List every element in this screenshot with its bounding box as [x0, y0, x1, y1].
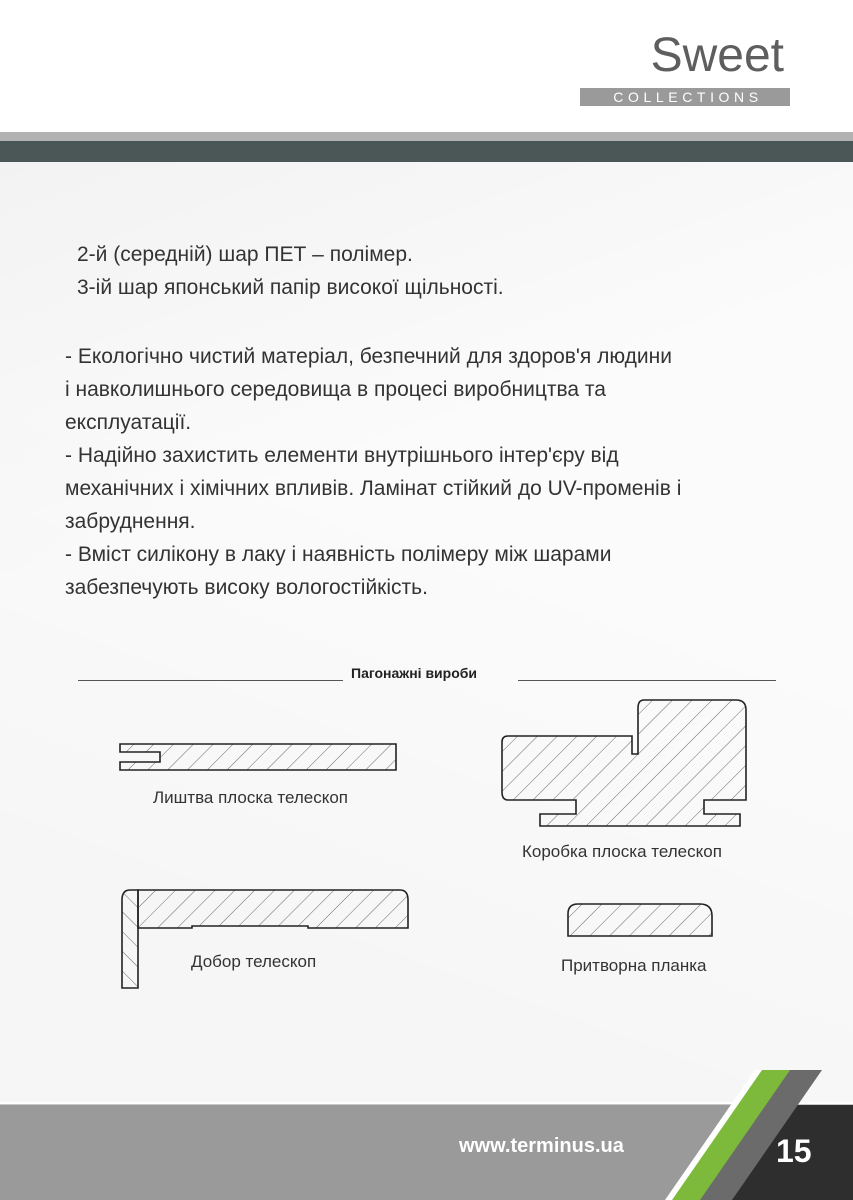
- feature-line: механічних і хімічних впливів. Ламінат стійкий до UV-променів і: [65, 477, 682, 500]
- feature-line: і навколишнього середовища в процесі виробництва та: [65, 378, 606, 401]
- header-band-dark: [0, 141, 853, 162]
- strip-profile-icon: [564, 902, 716, 940]
- divider-left: [78, 680, 343, 681]
- footer-graphic: [0, 1060, 853, 1200]
- brand-logo: [580, 29, 790, 110]
- product-caption: Добор телескоп: [191, 952, 317, 971]
- intro-text: [65, 238, 825, 304]
- intro-line: 3-ій шар японський папір високої щільності.: [77, 276, 504, 299]
- frame-profile-icon: [496, 698, 752, 830]
- feature-line: експлуатації.: [65, 411, 192, 434]
- divider-right: [518, 680, 776, 681]
- feature-line: - Екологічно чистий матеріал, безпечний для здоров'я людини: [65, 345, 672, 368]
- section-heading: [78, 665, 776, 685]
- product-caption: Лиштва плоска телескоп: [153, 788, 349, 807]
- feature-line: забруднення.: [65, 510, 196, 533]
- logo-main-text: Sweet: [650, 29, 784, 82]
- features-text: [65, 340, 825, 604]
- feature-line: - Вміст силікону в лаку і наявність полімеру між шарами: [65, 543, 612, 566]
- header-band-light: [0, 132, 853, 141]
- casing-profile-icon: [118, 740, 402, 774]
- product-caption: Коробка плоска телескоп: [522, 842, 722, 861]
- feature-line: - Надійно захистить елементи внутрішнього інтер'єру від: [65, 444, 619, 467]
- page-number: 15: [776, 1133, 812, 1169]
- section-title: Пагонажні вироби: [351, 665, 478, 681]
- feature-line: забезпечують високу вологостійкість.: [65, 576, 428, 599]
- intro-line: 2-й (середній) шар ПЕТ – полімер.: [77, 243, 413, 266]
- website-link[interactable]: www.terminus.ua: [459, 1135, 624, 1157]
- product-caption: Притворна планка: [561, 956, 707, 975]
- extension-profile-icon: [118, 888, 412, 992]
- logo-sub-text: COLLECTIONS: [580, 88, 790, 106]
